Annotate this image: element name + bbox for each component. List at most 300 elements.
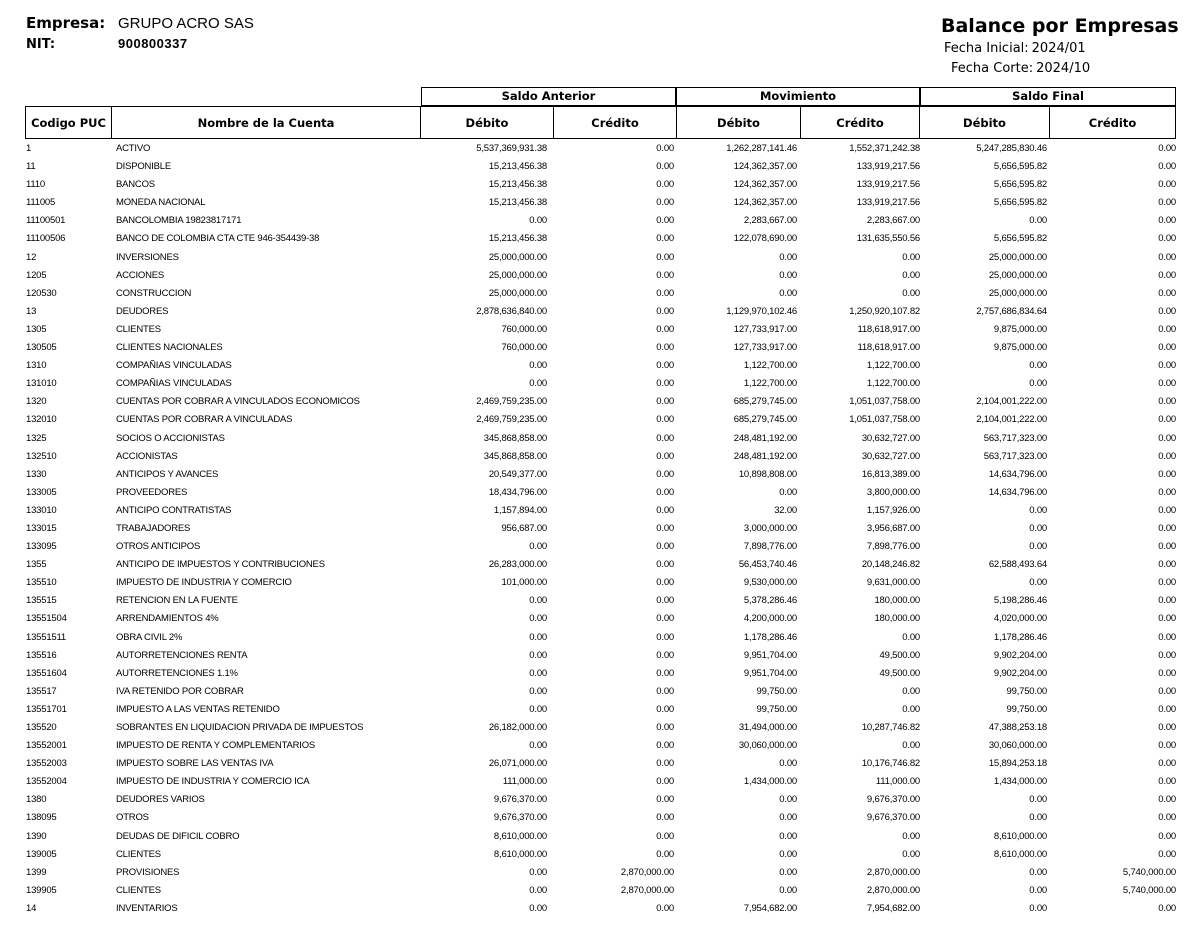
saldo-final-credito: 0.00 [1158,179,1176,191]
movimiento-debito: 1,129,970,102.46 [726,305,797,317]
movimiento-debito: 1,434,000.00 [743,776,797,788]
saldo-final-debito: 5,656,595.82 [993,179,1047,191]
table-row [25,756,1176,774]
saldo-final-debito: 25,000,000.00 [988,251,1047,263]
saldo-anterior-debito: 1,157,894.00 [493,504,547,516]
saldo-final-debito: 99,750.00 [1006,703,1047,715]
saldo-anterior-debito: 26,182,000.00 [488,722,547,733]
col-movimiento-debito: Débito [677,107,801,138]
account-name: COMPAÑIAS VINCULADAS [116,360,232,372]
account-code: 135520 [26,722,57,733]
movimiento-credito: 0.00 [902,848,920,860]
movimiento-debito: 248,481,192.00 [733,432,797,444]
account-code: 1110 [26,179,45,191]
saldo-anterior-debito: 0.00 [529,215,547,227]
saldo-anterior-debito: 26,283,000.00 [488,559,547,571]
saldo-final-debito: 8,610,000.00 [993,830,1047,842]
account-code: 135517 [26,685,57,697]
saldo-final-credito: 0.00 [1158,414,1176,426]
account-name: DEUDAS DE DIFICIL COBRO [116,830,240,842]
saldo-final-debito: 14,634,796.00 [988,486,1047,498]
account-name: CLIENTES NACIONALES [116,342,223,354]
movimiento-credito: 2,870,000.00 [866,866,920,878]
account-code: 111005 [26,197,56,209]
table-row [25,901,1176,919]
saldo-final-debito: 2,104,001,222.00 [976,396,1047,408]
account-code: 1380 [26,794,47,806]
account-code: 139905 [26,884,57,896]
saldo-anterior-debito: 345,868,858.00 [483,432,547,444]
account-name: INVENTARIOS [116,902,178,914]
saldo-final-debito: 0.00 [1029,902,1047,914]
account-name: ANTICIPO DE IMPUESTOS Y CONTRIBUCIONES [116,559,325,571]
col-saldo-anterior-debito: Débito [421,107,554,138]
saldo-final-credito: 0.00 [1158,740,1176,752]
saldo-anterior-credito: 0.00 [656,758,674,770]
account-name: ACCIONISTAS [116,450,178,462]
table-row [25,521,1176,539]
movimiento-debito: 0.00 [779,251,797,263]
saldo-final-debito: 15,894,253.18 [988,758,1047,770]
account-name: CUENTAS POR COBRAR A VINCULADAS [116,414,293,426]
saldo-anterior-credito: 0.00 [656,215,674,227]
saldo-final-debito: 25,000,000.00 [988,269,1047,281]
section-saldo-final: Saldo Final [920,87,1176,106]
table-row [25,684,1176,702]
table-row [25,611,1176,629]
movimiento-credito: 10,287,746.82 [861,722,920,733]
table-row [25,376,1176,394]
movimiento-debito: 0.00 [779,848,797,860]
col-saldo-final-debito: Débito [920,107,1050,138]
saldo-final-debito: 0.00 [1029,812,1047,824]
report-title: Balance por Empresas [941,15,1179,37]
movimiento-credito: 1,122,700.00 [866,378,920,390]
movimiento-credito: 111,000.00 [875,776,920,788]
account-code: 132510 [26,450,57,462]
saldo-final-debito: 0.00 [1029,522,1047,534]
saldo-anterior-debito: 0.00 [529,685,547,697]
account-code: 11 [26,161,36,173]
saldo-final-credito: 0.00 [1158,161,1176,173]
saldo-anterior-debito: 760,000.00 [501,342,547,354]
saldo-final-credito: 0.00 [1158,758,1176,770]
saldo-anterior-credito: 0.00 [656,722,674,733]
saldo-final-debito: 5,656,595.82 [993,233,1047,245]
fecha-inicial [944,41,1176,61]
saldo-anterior-credito: 0.00 [656,559,674,571]
movimiento-debito: 124,362,357.00 [733,179,797,191]
account-name: AUTORRETENCIONES RENTA [116,649,248,661]
fecha-corte-label: Fecha Corte: [951,61,1034,76]
account-name: OTROS [116,812,149,824]
movimiento-debito: 3,000,000.00 [743,522,797,534]
table-row [25,141,1176,159]
table-row [25,322,1176,340]
saldo-final-credito: 0.00 [1158,486,1176,498]
account-code: 13 [26,305,37,317]
movimiento-debito: 685,279,745.00 [733,396,797,408]
movimiento-debito: 5,378,286.46 [743,595,797,607]
movimiento-credito: 3,956,687.00 [866,522,920,534]
saldo-anterior-debito: 0.00 [529,541,547,553]
table-row [25,394,1176,412]
saldo-anterior-credito: 0.00 [656,305,674,317]
section-movimiento: Movimiento [676,87,920,106]
movimiento-debito: 10,898,808.00 [738,468,797,480]
account-code: 139005 [26,848,57,860]
saldo-anterior-credito: 0.00 [656,613,674,625]
saldo-final-debito: 0.00 [1029,577,1047,589]
movimiento-debito: 0.00 [779,830,797,842]
movimiento-debito: 0.00 [779,758,797,770]
movimiento-debito: 0.00 [779,812,797,824]
account-name: OBRA CIVIL 2% [116,631,183,643]
account-name: PROVEEDORES [116,486,188,498]
saldo-final-debito: 9,875,000.00 [993,342,1047,354]
saldo-anterior-credito: 0.00 [656,649,674,661]
movimiento-credito: 49,500.00 [879,667,920,679]
section-saldo-anterior: Saldo Anterior [421,87,676,106]
account-code: 11100501 [26,215,66,227]
saldo-final-debito: 9,902,204.00 [993,667,1047,679]
saldo-anterior-debito: 0.00 [529,866,547,878]
saldo-anterior-credito: 0.00 [656,197,674,209]
movimiento-credito: 131,635,550.56 [856,233,920,245]
account-code: 135516 [26,649,57,661]
table-row [25,231,1176,249]
saldo-anterior-debito: 25,000,000.00 [488,251,547,263]
movimiento-debito: 1,262,287,141.46 [726,143,797,154]
table-row [25,702,1176,720]
saldo-final-debito: 5,247,285,830.46 [976,143,1047,154]
account-code: 1310 [26,360,47,372]
account-name: ANTICIPOS Y AVANCES [116,468,219,480]
saldo-final-debito: 14,634,796.00 [988,468,1047,480]
movimiento-debito: 32.00 [774,504,797,516]
account-name: IMPUESTO A LAS VENTAS RETENIDO [116,703,280,715]
saldo-final-credito: 0.00 [1158,450,1176,462]
movimiento-credito: 2,283,667.00 [866,215,920,227]
saldo-anterior-credito: 0.00 [656,233,674,245]
movimiento-debito: 9,951,704.00 [743,649,797,661]
saldo-final-debito: 62,588,493.64 [988,559,1047,571]
saldo-anterior-debito: 25,000,000.00 [488,269,547,281]
movimiento-debito: 31,494,000.00 [738,722,797,733]
account-name: PROVISIONES [116,866,180,878]
saldo-anterior-credito: 0.00 [656,396,674,408]
saldo-final-debito: 0.00 [1029,884,1047,896]
account-name: ACTIVO [116,143,151,154]
saldo-final-debito: 563,717,323.00 [983,432,1047,444]
saldo-anterior-credito: 0.00 [656,287,674,299]
movimiento-credito: 20,148,246.82 [861,559,920,571]
table-row [25,593,1176,611]
saldo-anterior-debito: 0.00 [529,631,547,643]
account-code: 13551511 [26,631,66,643]
saldo-anterior-credito: 0.00 [656,812,674,824]
account-name: IVA RETENIDO POR COBRAR [116,685,244,697]
saldo-final-credito: 0.00 [1158,287,1176,299]
saldo-final-debito: 0.00 [1029,378,1047,390]
movimiento-credito: 1,122,700.00 [866,360,920,372]
saldo-anterior-credito: 0.00 [656,740,674,752]
saldo-anterior-credito: 0.00 [656,504,674,516]
saldo-final-debito: 47,388,253.18 [988,722,1047,733]
saldo-final-debito: 9,875,000.00 [993,323,1047,335]
account-name: SOCIOS O ACCIONISTAS [116,432,225,444]
account-name: DEUDORES VARIOS [116,794,205,806]
account-code: 133095 [26,541,57,553]
account-code: 1355 [26,559,47,571]
fecha-inicial-label: Fecha Inicial: [944,41,1029,56]
account-code: 1330 [26,468,47,480]
movimiento-credito: 118,618,917.00 [857,342,920,354]
table-row [25,195,1176,213]
table-row [25,485,1176,503]
movimiento-credito: 0.00 [902,740,920,752]
saldo-final-debito: 25,000,000.00 [988,287,1047,299]
account-name: IMPUESTO DE RENTA Y COMPLEMENTARIOS [116,740,316,752]
saldo-final-debito: 0.00 [1029,866,1047,878]
saldo-anterior-credito: 0.00 [656,179,674,191]
saldo-anterior-credito: 0.00 [656,667,674,679]
account-name: OTROS ANTICIPOS [116,541,201,553]
saldo-anterior-debito: 0.00 [529,902,547,914]
saldo-final-credito: 0.00 [1158,504,1176,516]
saldo-final-credito: 0.00 [1158,233,1176,245]
fecha-corte-value: 2024/10 [1036,61,1091,76]
movimiento-credito: 3,800,000.00 [866,486,920,498]
movimiento-debito: 0.00 [779,287,797,299]
fecha-corte [951,61,1176,81]
saldo-anterior-credito: 0.00 [656,577,674,589]
saldo-final-debito: 4,020,000.00 [993,613,1047,625]
saldo-final-debito: 2,104,001,222.00 [976,414,1047,426]
account-name: IMPUESTO SOBRE LAS VENTAS IVA [116,758,274,770]
saldo-final-credito: 0.00 [1158,631,1176,643]
saldo-final-credito: 0.00 [1158,215,1176,227]
movimiento-debito: 0.00 [779,269,797,281]
movimiento-debito: 7,898,776.00 [743,541,797,553]
saldo-anterior-credito: 0.00 [656,541,674,553]
movimiento-credito: 133,919,217.56 [856,179,920,191]
saldo-anterior-debito: 0.00 [529,360,547,372]
saldo-final-credito: 5,740,000.00 [1122,866,1176,878]
movimiento-credito: 1,051,037,758.00 [849,414,920,426]
movimiento-debito: 127,733,917.00 [733,342,797,354]
nit-label: NIT: [26,37,56,52]
movimiento-credito: 2,870,000.00 [866,884,920,896]
saldo-final-credito: 0.00 [1158,812,1176,824]
movimiento-credito: 30,632,727.00 [861,432,920,444]
col-codigo-puc: Codigo PUC [26,107,112,138]
table-row [25,738,1176,756]
col-saldo-anterior-credito: Crédito [554,107,677,138]
movimiento-debito: 0.00 [779,486,797,498]
account-name: CLIENTES [116,848,161,860]
table-row [25,539,1176,557]
saldo-anterior-debito: 956,687.00 [501,522,547,534]
saldo-final-credito: 0.00 [1158,342,1176,354]
account-name: CONSTRUCCION [116,287,192,299]
movimiento-credito: 133,919,217.56 [856,197,920,209]
saldo-final-debito: 5,656,595.82 [993,197,1047,209]
saldo-anterior-credito: 2,870,000.00 [620,884,674,896]
account-code: 132010 [26,414,57,426]
col-movimiento-credito: Crédito [801,107,920,138]
saldo-anterior-credito: 0.00 [656,595,674,607]
account-code: 11100506 [26,233,66,245]
table-row [25,177,1176,195]
table-row [25,557,1176,575]
table-row [25,630,1176,648]
saldo-anterior-debito: 345,868,858.00 [483,450,547,462]
movimiento-debito: 9,530,000.00 [743,577,797,589]
movimiento-credito: 30,632,727.00 [861,450,920,462]
account-code: 120530 [26,287,57,299]
saldo-anterior-debito: 8,610,000.00 [493,830,547,842]
saldo-anterior-debito: 2,469,759,235.00 [476,414,547,426]
table-row [25,503,1176,521]
saldo-final-credito: 0.00 [1158,703,1176,715]
movimiento-credito: 1,552,371,242.38 [849,143,920,154]
movimiento-debito: 124,362,357.00 [733,197,797,209]
movimiento-debito: 248,481,192.00 [733,450,797,462]
saldo-final-credito: 0.00 [1158,360,1176,372]
saldo-anterior-credito: 0.00 [656,703,674,715]
account-name: AUTORRETENCIONES 1.1% [116,667,238,679]
movimiento-credito: 1,157,926.00 [866,504,920,516]
account-rows [25,141,1176,919]
saldo-anterior-debito: 9,676,370.00 [493,812,547,824]
account-code: 13552004 [26,776,67,788]
saldo-final-credito: 0.00 [1158,595,1176,607]
movimiento-credito: 1,051,037,758.00 [849,396,920,408]
account-code: 135515 [26,595,57,607]
saldo-final-debito: 0.00 [1029,541,1047,553]
saldo-final-debito: 2,757,686,834.64 [976,305,1047,317]
saldo-anterior-credito: 0.00 [656,360,674,372]
saldo-final-credito: 0.00 [1158,830,1176,842]
table-row [25,865,1176,883]
saldo-final-debito: 9,902,204.00 [993,649,1047,661]
saldo-final-debito: 1,434,000.00 [993,776,1047,788]
movimiento-credito: 133,919,217.56 [856,161,920,173]
movimiento-debito: 9,951,704.00 [743,667,797,679]
saldo-final-debito: 5,198,286.46 [993,595,1047,607]
account-name: BANCO DE COLOMBIA CTA CTE 946-354439-38 [116,233,320,245]
saldo-final-credito: 0.00 [1158,378,1176,390]
movimiento-debito: 124,362,357.00 [733,161,797,173]
nit-line [26,36,254,58]
saldo-anterior-credito: 0.00 [656,432,674,444]
account-name: IMPUESTO DE INDUSTRIA Y COMERCIO ICA [116,776,310,788]
table-row [25,847,1176,865]
saldo-final-credito: 0.00 [1158,559,1176,571]
account-code: 12 [26,251,37,263]
saldo-final-credito: 0.00 [1158,269,1176,281]
account-name: ANTICIPO CONTRATISTAS [116,504,232,516]
saldo-final-credito: 0.00 [1158,143,1176,154]
nit-value: 900800337 [118,36,188,51]
saldo-anterior-debito: 2,878,636,840.00 [476,305,547,317]
saldo-anterior-credito: 0.00 [656,342,674,354]
account-code: 13552001 [26,740,67,752]
account-code: 1390 [26,830,47,842]
movimiento-credito: 0.00 [902,287,920,299]
movimiento-credito: 1,250,920,107.82 [849,305,920,317]
saldo-final-credito: 0.00 [1158,577,1176,589]
saldo-anterior-credito: 0.00 [656,830,674,842]
movimiento-credito: 0.00 [902,269,920,281]
saldo-final-credito: 0.00 [1158,251,1176,263]
table-row [25,431,1176,449]
movimiento-credito: 0.00 [902,830,920,842]
saldo-anterior-credito: 0.00 [656,414,674,426]
account-code: 138095 [26,812,57,824]
movimiento-debito: 7,954,682.00 [743,902,797,914]
table-row [25,575,1176,593]
report-header [941,15,1179,81]
saldo-anterior-credito: 0.00 [656,323,674,335]
movimiento-debito: 122,078,690.00 [733,233,797,245]
saldo-anterior-debito: 0.00 [529,703,547,715]
saldo-anterior-credito: 0.00 [656,161,674,173]
table-row [25,449,1176,467]
account-code: 14 [26,902,37,914]
movimiento-credito: 9,676,370.00 [866,794,920,806]
movimiento-credito: 118,618,917.00 [857,323,920,335]
saldo-anterior-debito: 5,537,369,931.38 [476,143,547,154]
saldo-final-debito: 0.00 [1029,360,1047,372]
account-name: CUENTAS POR COBRAR A VINCULADOS ECONOMICOS [116,396,360,408]
saldo-final-credito: 0.00 [1158,468,1176,480]
movimiento-debito: 4,200,000.00 [743,613,797,625]
column-header-row [25,106,1176,139]
saldo-anterior-credito: 0.00 [656,378,674,390]
table-row [25,340,1176,358]
account-name: INVERSIONES [116,251,179,263]
saldo-anterior-credito: 0.00 [656,685,674,697]
saldo-final-debito: 0.00 [1029,215,1047,227]
table-row [25,304,1176,322]
saldo-anterior-credito: 0.00 [656,450,674,462]
movimiento-credito: 10,176,746.82 [861,758,920,770]
account-name: SOBRANTES EN LIQUIDACION PRIVADA DE IMPUESTOS [116,722,364,733]
account-code: 1305 [26,323,47,335]
saldo-anterior-credito: 0.00 [656,902,674,914]
saldo-anterior-debito: 0.00 [529,884,547,896]
saldo-final-credito: 5,740,000.00 [1122,884,1176,896]
table-row [25,883,1176,901]
saldo-final-debito: 8,610,000.00 [993,848,1047,860]
movimiento-debito: 685,279,745.00 [733,414,797,426]
table-row [25,467,1176,485]
saldo-anterior-debito: 760,000.00 [501,323,547,335]
saldo-final-debito: 99,750.00 [1006,685,1047,697]
saldo-anterior-credito: 0.00 [656,468,674,480]
movimiento-debito: 99,750.00 [756,703,797,715]
table-row [25,159,1176,177]
account-code: 13551504 [26,613,67,625]
table-row [25,666,1176,684]
saldo-anterior-debito: 15,213,456.38 [488,233,547,245]
saldo-anterior-credito: 0.00 [656,269,674,281]
saldo-final-debito: 5,656,595.82 [993,161,1047,173]
saldo-final-credito: 0.00 [1158,613,1176,625]
account-name: COMPAÑIAS VINCULADAS [116,378,232,390]
